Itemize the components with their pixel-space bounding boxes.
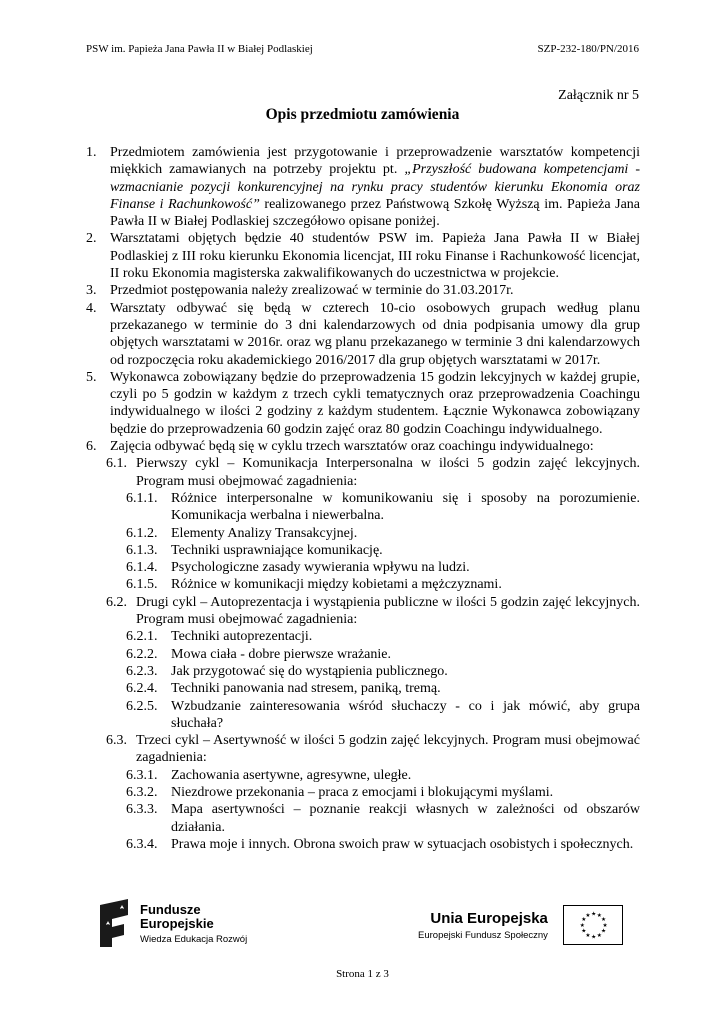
project-title: „Przyszłość budowana kompetencjami - wzmacnianie pozycji konkurencyjnej na rynku pracy studentów kierunku Ekonomia oraz Finanse i Rachunkowość” [110,162,640,212]
topic-text: Jak przygotować się do wystąpienia publicznego. [171,663,448,679]
list-item [86,438,640,455]
list-item [86,282,640,299]
topic-text: Niezdrowe przekonania – praca z emocjami i blokującymi myślami. [171,784,554,800]
page-title: Opis przedmiotu zamówienia [265,106,460,123]
item-number: 5. [86,369,97,385]
topic-text: Mowa ciała - dobre pierwsze wrażanie. [171,646,392,662]
item-text-end: realizowanego przez Państwową Szkołę Wyższą im. Papieża Jana Pawła II w Białej Podlaskiej szczegółowo opisane poniżej. [110,196,640,230]
eu-star-icon: ★ [591,911,597,918]
cycle-text: Drugi cykl – Autoprezentacja i wystąpienia publiczne w ilości 5 godzin zajęć lekcyjnych. Program musi obejmować zagadnienia: [136,594,640,628]
item-text: Wykonawca zobowiązany będzie do przeprowadzenia 15 godzin lekcyjnych w każdej grupie, czyli po 5 godzin w każdym z trzech cykli tematycznych oraz przeprowadzenia Coachingu indywidualnego w ilości 2 godziny z każdym studentem. Łącznie Wykonawca zobowiązany będzie do przeprowadzenia 60 godzin zajęć oraz 80 godzin Coachingu indywidualnego. [110,369,640,437]
topic-number: 6.1.2. [126,525,158,541]
fe-name-line2: Europejskie [140,916,214,931]
eu-star-icon: ★ [600,917,607,924]
cycle-number: 6.2. [106,594,127,610]
item-text: Przedmiotem zamówienia jest przygotowanie i przeprowadzenie warsztatów kompetencji miękkich zamawianych na potrzeby projektu pt. [110,145,640,178]
topic-text: Techniki autoprezentacji. [171,629,313,645]
topic-text: Techniki panowania nad stresem, paniką, tremą. [171,681,441,697]
document-body [86,144,640,853]
topic-item [126,663,640,680]
topic-text: Zachowania asertywne, agresywne, uległe. [171,767,412,783]
topic-text: Prawa moje i innych. Obrona swoich praw w sytuacjach osobistych i społecznych. [171,836,634,852]
topic-text: Techniki usprawniające komunikację. [171,542,383,558]
item-text: Warsztaty odbywać się będą w czterech 10-cio osobowych grupach według planu przekazanego w terminie do 3 dni kalendarzowych od dnia podpisania umowy dla grup objętych warsztatami w 2016r. oraz wg planu przekazanego w terminie 3 dni kalendarzowych od rozpoczęcia roku akademickiego 2016/2017 dla grup objętych warsztatami w 2017r. [110,300,640,368]
eu-star-icon: ★ [591,934,597,941]
topic-number: 6.2.1. [126,629,158,645]
topic-item [126,784,640,801]
topic-number: 6.1.3. [126,542,158,558]
item-number: 1. [86,145,97,160]
fundusze-europejskie-logo-icon [98,897,138,949]
fundusze-europejskie-text [140,903,247,946]
topic-item [126,680,640,697]
cycle-number: 6.1. [106,456,127,472]
cycle-text: Pierwszy cykl – Komunikacja Interpersonalna w ilości 5 godzin zajęć lekcyjnych. Program musi obejmować zagadnienia: [136,456,640,489]
topic-item [126,836,640,853]
cycle-item [106,732,640,767]
topic-text: Wzbudzanie zainteresowania wśród słuchaczy - co i jak mówić, aby grupa słuchała? [171,698,640,731]
topic-item [126,801,640,836]
topic-number: 6.3.4. [126,836,158,852]
topic-number: 6.1.1. [126,490,158,506]
list-item [86,144,640,230]
item-number: 6. [86,439,97,455]
eu-star-icon: ★ [585,932,591,939]
topic-number: 6.3.3. [126,802,158,818]
fe-subtitle: Wiedza Edukacja Rozwój [140,934,248,945]
item-number: 2. [86,231,97,247]
fe-name-line1: Fundusze [140,902,201,917]
topic-text: Różnice interpersonalne w komunikowaniu się i sposoby na porozumienie. Komunikacja werbalna i niewerbalna. [171,490,640,524]
topic-item [126,646,640,663]
topic-item [126,698,640,733]
topic-text: Elementy Analizy Transakcyjnej. [171,525,358,541]
list-item [86,230,640,282]
topic-number: 6.3.2. [126,784,158,800]
topic-number: 6.2.3. [126,663,158,679]
eu-star-icon: ★ [581,928,587,935]
topic-number: 6.1.5. [126,577,158,593]
eu-star-icon: ★ [579,922,585,929]
item-number: 4. [86,300,97,316]
topic-item [126,628,640,645]
topic-text: Różnice w komunikacji między kobietami a mężczyznami. [171,577,502,593]
item-text: Przedmiot postępowania należy zrealizować w terminie do 31.03.2017r. [110,283,514,299]
annex-label: Załącznik nr 5 [558,88,639,103]
eu-star-icon: ★ [596,913,602,920]
topic-item [126,490,640,525]
eu-star-icon: ★ [602,922,608,929]
eu-star-icon: ★ [596,932,602,939]
list-item [86,300,640,369]
topic-number: 6.2.2. [126,646,158,662]
list-item [86,369,640,438]
topic-number: 6.3.1. [126,767,158,783]
topic-item [126,542,640,559]
topic-text: Mapa asertywności – poznanie reakcji własnych w zależności od obszarów działania. [171,802,640,835]
header-institution: PSW im. Papieża Jana Pawła II w Białej Podlaskiej [86,43,313,55]
topic-item [126,576,640,593]
item-number: 3. [86,283,97,299]
topic-item [126,525,640,542]
eu-star-icon: ★ [600,928,607,935]
topic-number: 6.1.4. [126,560,158,576]
cycle-text: Trzeci cykl – Asertywność w ilości 5 godzin zajęć lekcyjnych. Program musi obejmować zagadnienia: [136,733,640,766]
topic-text: Psychologiczne zasady wywierania wpływu na ludzi. [171,560,470,576]
eu-name: Unia Europejska [430,910,548,927]
topic-number: 6.2.4. [126,681,158,697]
eu-subtitle: Europejski Fundusz Społeczny [418,930,548,941]
cycle-number: 6.3. [106,733,127,749]
page-number: Strona 1 z 3 [336,968,389,980]
topic-item [126,559,640,576]
cycle-item [106,594,640,629]
item-text: Warsztatami objętych będzie 40 studentów PSW im. Papieża Jana Pawła II w Białej Podlaskiej z III roku kierunku Ekonomia licencjat, III roku Finanse i Rachunkowość licencjat, II roku Ekonomia magisterska zakwalifikowanych do uczestnictwa w projekcie. [110,231,640,282]
eu-star-icon: ★ [581,917,587,924]
item-text: Zajęcia odbywać będą się w cyklu trzech warsztatów oraz coachingu indywidualnego: [110,439,594,455]
cycle-item [106,455,640,490]
eu-star-icon: ★ [585,913,591,920]
eu-text [418,910,548,942]
eu-flag-icon [563,905,623,945]
topic-item [126,767,640,784]
topic-number: 6.2.5. [126,698,158,714]
header-reference-number: SZP-232-180/PN/2016 [537,43,639,55]
